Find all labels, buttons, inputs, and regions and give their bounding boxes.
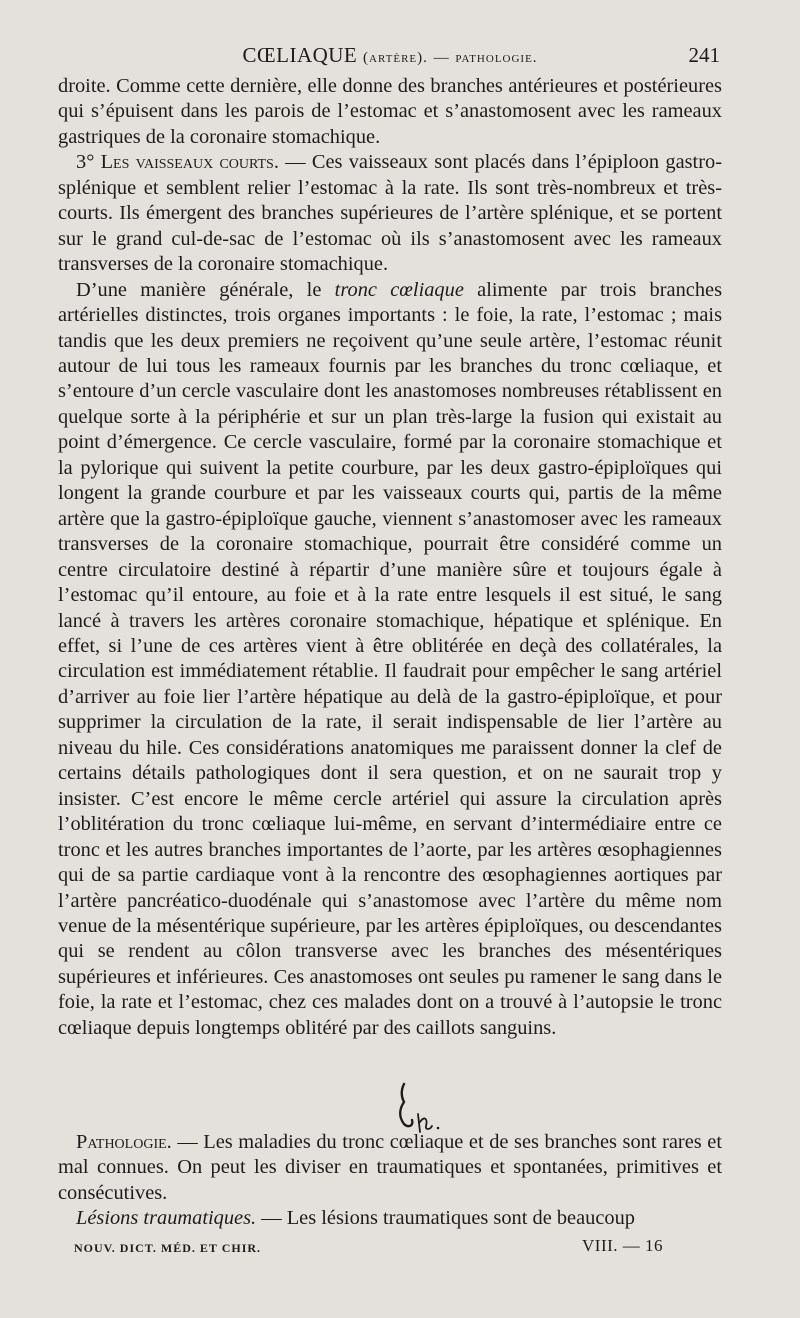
paragraph-continuation: droite. Comme cette dernière, elle donne des branches antérieures et postérieures qui s’épuisent dans les parois de l’estomac et s’anastomosent avec les rameaux gastriques de la coronaire stomachique.	[58, 75, 722, 148]
footer-volume: VIII. — 16	[582, 1236, 664, 1255]
page-number: 241	[688, 43, 720, 67]
paragraph-text: — Les lésions traumatiques sont de beaucoup	[256, 1207, 635, 1230]
section-name: pathologie.	[455, 50, 538, 66]
paragraph-text: Les maladies du tronc cœliaque et de ses branches sont rares et mal connues. On peut les diviser en traumatiques et spontanées, primitives et consécutives.	[58, 1131, 722, 1204]
paragraph-vaisseaux-courts	[58, 150, 722, 277]
header-dash: —	[433, 50, 450, 66]
page-footer	[74, 1238, 674, 1258]
paragraph-text-a: D’une manière générale, le	[76, 278, 335, 301]
paragraph-text: Ces vaisseaux sont placés dans l’épiploon gastro-splénique et semblent relier l’estomac à la rate. Ils sont très-nombreux et très-courts. Ils émergent des branches supérieures de l’artère splénique, et se portent sur le grand cul-de-sac de l’estomac où ils s’anastomosent avec les rameaux transverses de la coronaire stomachique.	[58, 151, 722, 276]
article-title: CŒLIAQUE	[242, 43, 358, 67]
running-head	[60, 40, 720, 70]
paragraph-text-b: alimente par trois branches artérielles distinctes, trois organes importants : le foie, la rate, l’estomac ; mais tandis que les deux premiers ne reçoivent qu’une seule artère, l’estomac réunit autour de lui tous les rameaux fournis par les branches du tronc cœliaque, et s’entoure d’un cercle vasculaire dont les anastomoses nombreuses rétablissent en quelque sorte à la périphérie et sur un plan très-large la fusion qui existait au point d’émergence. Ce cercle vasculaire, formé par la coronaire stomachique et la pylorique qui suivent la petite courbure, par les deux gastro-épiploïques qui longent la grande courbure et par les vaisseaux courts qui, partis de la même artère que la gastro-épiploïque gauche, viennent s’anastomoser avec les rameaux transverses de la coronaire stomachique, pourrait être considéré comme un centre circulatoire destiné à répartir d’une manière sûre et toujours égale à l’estomac qu’il entoure, au foie et à la rate entre lesquels il est situé, le sang lancé à travers les artères coronaire stomachique, hépatique et splénique. En effet, si l’une de ces artères vient à être oblitérée en deçà des collatérales, la circulation est immédiatement rétablie. Il faudrait pour empêcher le sang artériel d’arriver au foie lier l’artère hépatique au delà de la gastro-épiploïque, et pour supprimer la circulation de la rate, il serait indispensable de lier l’artère au niveau du hile. Ces considérations anatomiques me paraissent donner la clef de certains détails pathologiques dont il sera question, et on ne saurait trop y insister. C’est encore le même cercle artériel qui assure la circulation après l’oblitération du tronc cœliaque lui-même, en servant d’intermédiaire entre ce tronc et les autres branches importantes de l’aorte, par les artères œsophagiennes qui de sa partie cardiaque vont à la rencontre des œsophagiennes aortiques par l’artère pancréatico-duodénale qui s’anastomose avec l’artère du même nom venue de la mésentérique supérieure, par les artères épiploïques, ou descendantes qui se rendent au côlon transverse avec les branches des mésentériques supérieures et inférieures. Ces anastomoses ont seules pu ramener le sang dans le foie, la rate et l’estomac, chez ces malades dont on a trouvé à l’autopsie le tronc cœliaque depuis longtemps oblitéré par des caillots sanguins.	[58, 278, 723, 1039]
paragraph-pathologie	[58, 1130, 722, 1206]
main-text	[58, 74, 722, 1041]
footer-signature: NOUV. DICT. MÉD. ET CHIR.	[74, 1241, 262, 1255]
running-head-center	[60, 40, 720, 73]
article-subtitle: (artère).	[363, 50, 428, 66]
paragraph-lesions	[58, 1206, 722, 1231]
paragraph-tronc-coeliaque	[58, 278, 722, 1042]
subsection-heading: Lésions traumatiques.	[76, 1207, 257, 1230]
italic-term: tronc cœliaque	[334, 278, 464, 301]
section-heading: Pathologie. —	[76, 1131, 198, 1153]
paragraph-lead: 3° Les vaisseaux courts. —	[76, 151, 306, 174]
pathology-text	[58, 1130, 722, 1232]
